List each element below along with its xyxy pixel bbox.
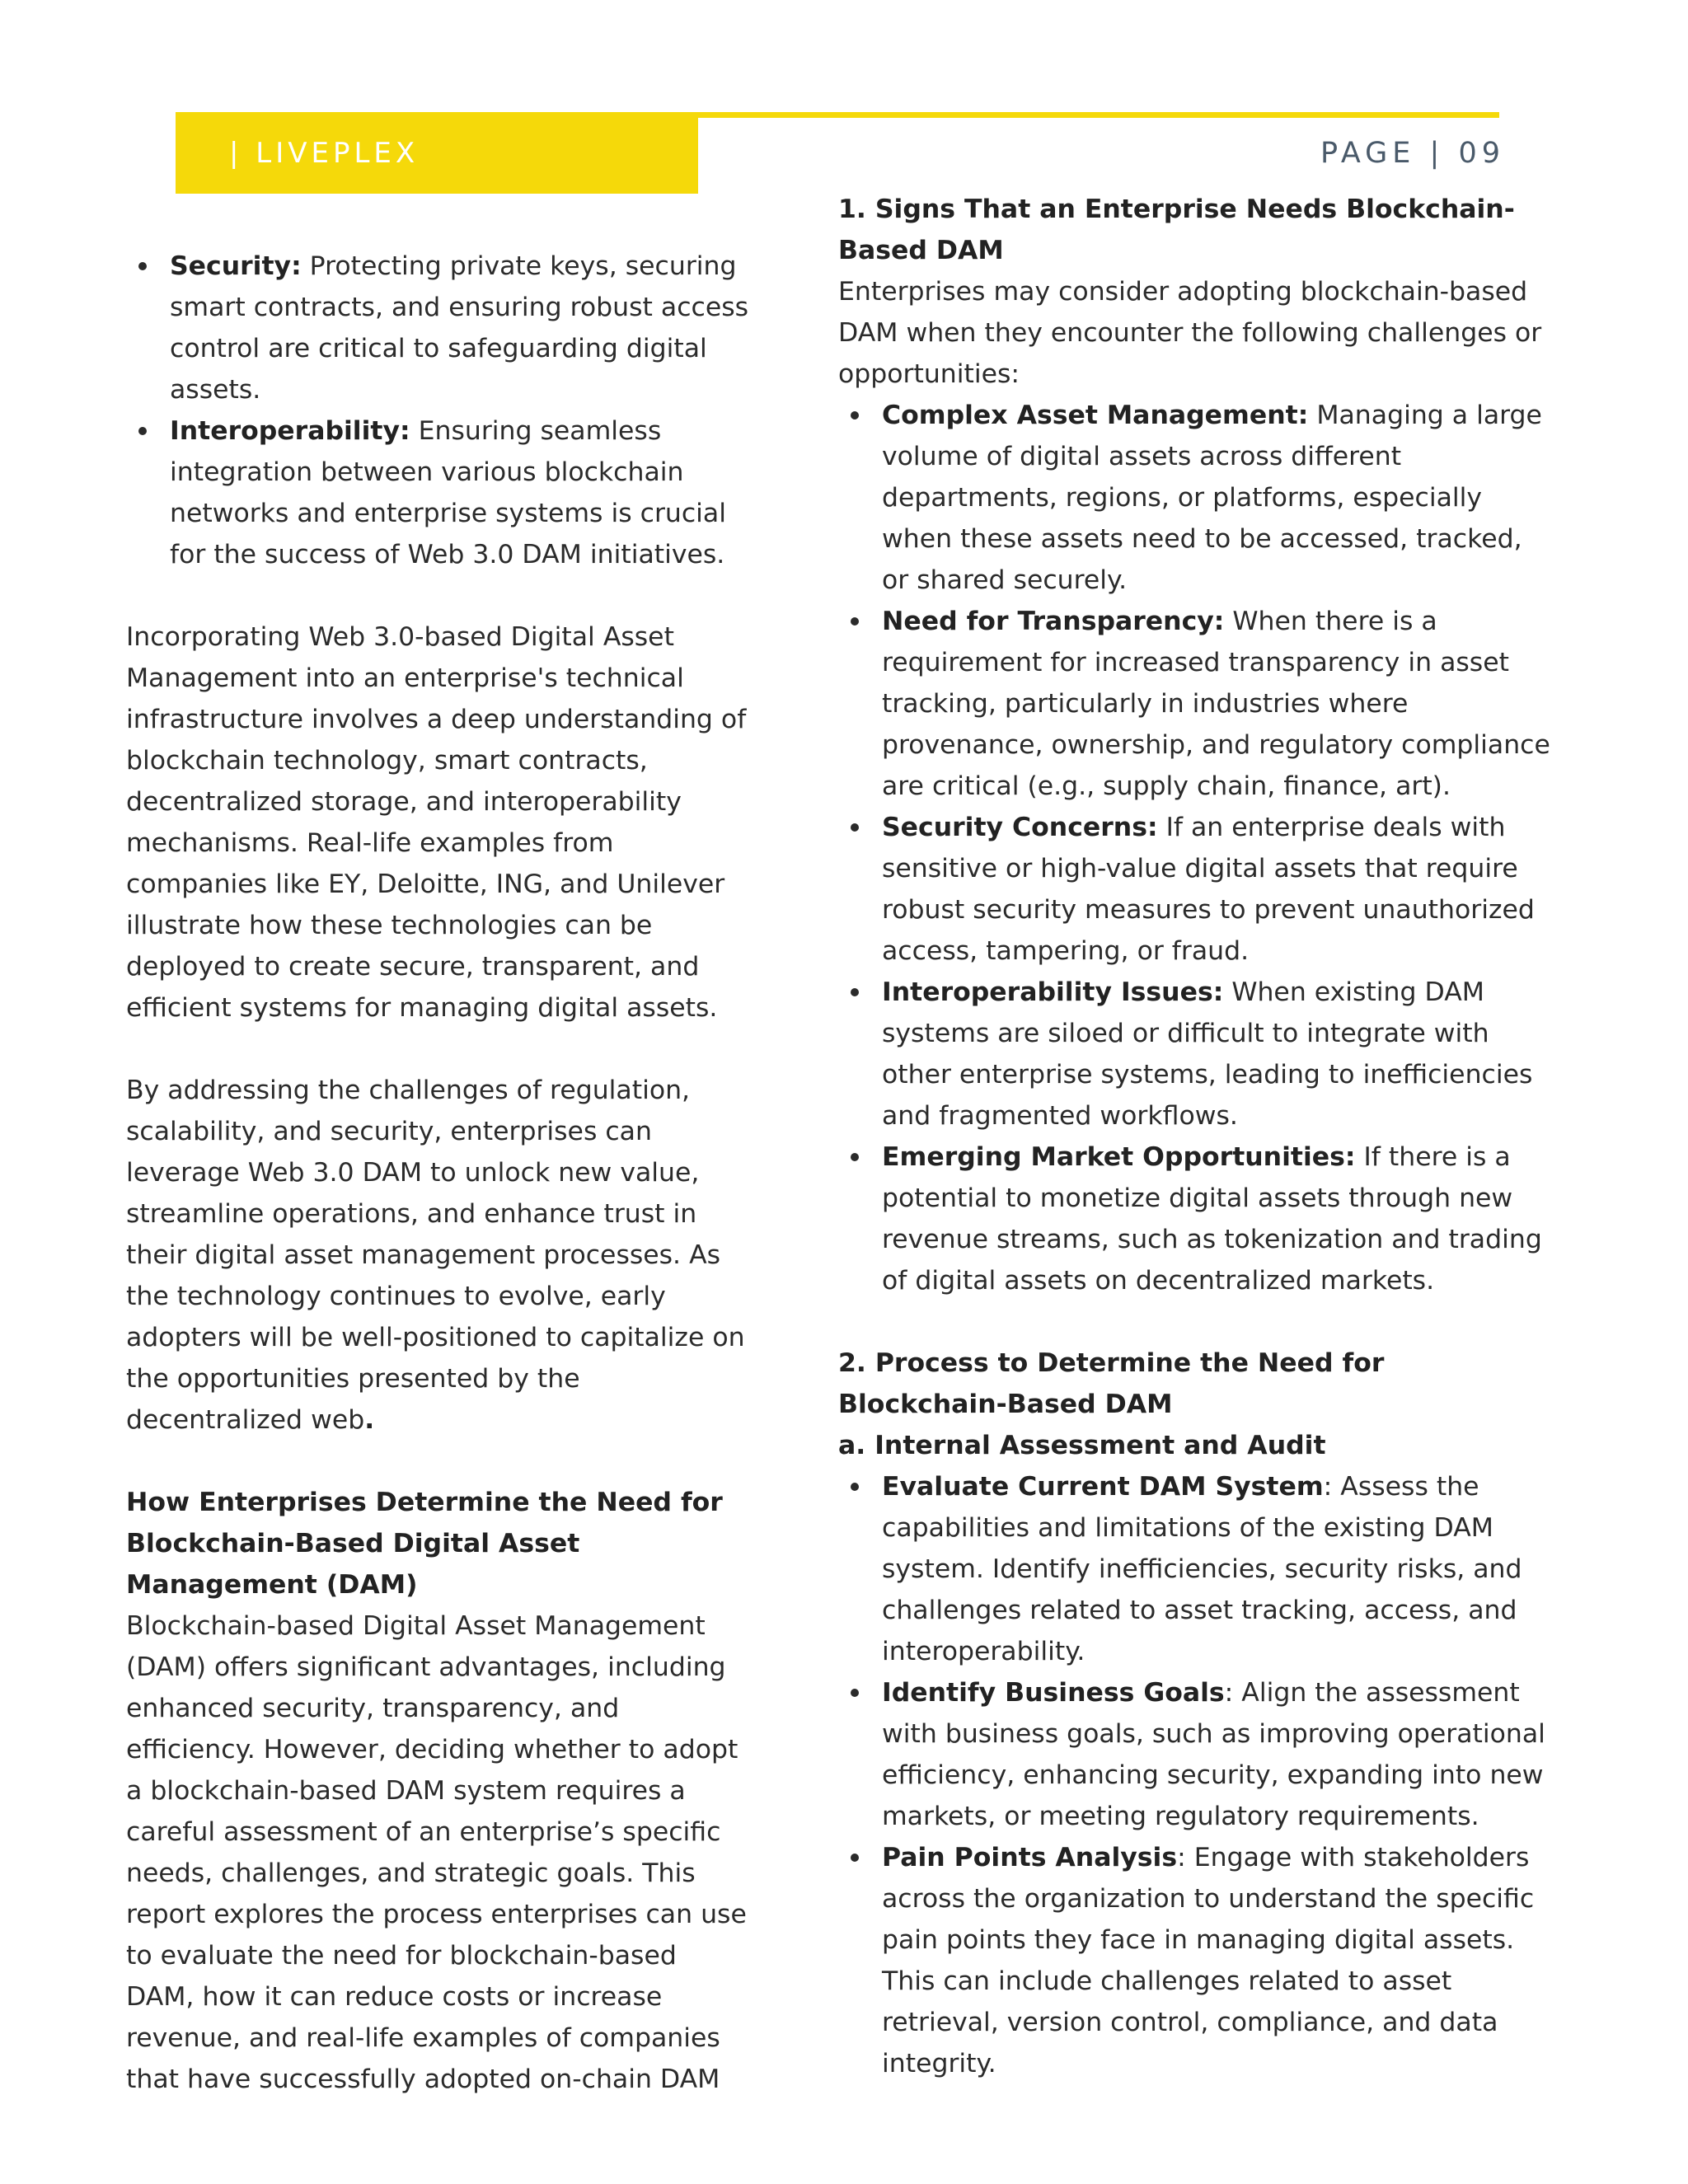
section-heading	[126, 1482, 753, 1605]
section-heading-2	[838, 1343, 1555, 1425]
item-text: Managing a large volume of digital assets across different departments, regions, or platforms, especially when these assets need to be accessed, tracked, or shared securely.	[882, 401, 1542, 595]
item-text: Ensuring seamless integration between various blockchain networks and enterprise systems is crucial for the success of Web 3.0 DAM initiatives.	[170, 416, 726, 569]
list-item	[838, 972, 1555, 1137]
list-item	[126, 246, 753, 410]
list-item	[126, 410, 753, 575]
considerations-list	[126, 246, 753, 575]
list-item	[838, 395, 1555, 601]
item-title: Security:	[170, 251, 302, 281]
subsection-heading	[838, 1425, 1555, 1466]
item-text: If there is a potential to monetize digital assets through new revenue streams, such as tokenization and trading of digital assets on decentralized markets.	[882, 1142, 1542, 1296]
list-item	[838, 1466, 1555, 1672]
section-heading-text: How Enterprises Determine the Need for Blockchain-Based Digital Asset Management (DAM)	[126, 1488, 723, 1600]
signs-list	[838, 395, 1555, 1301]
list-item	[838, 1672, 1555, 1837]
list-item	[838, 1137, 1555, 1301]
item-text: When there is a requirement for increased transparency in asset tracking, particularly in industries where provenance, ownership, and regulatory compliance are critical (e.g., supply chain, finance, art).	[882, 607, 1550, 801]
right-column	[838, 189, 1555, 2084]
item-title: Identify Business Goals	[882, 1678, 1225, 1708]
paragraph-blockchain-dam: Blockchain-based Digital Asset Management (DAM) offers significant advantages, including enhanced security, transparency, and efficiency. However, deciding whether to adopt a blockchain-based DAM system requires a careful assessment of an enterprise’s specific needs, challenges, and strategic goals. This report explores the process enterprises can use to evaluate the need for blockchain-based DAM, how it can reduce costs or increase revenue, and real-life examples of companies that have successfully adopted on-chain DAM	[126, 1611, 747, 2094]
item-text: : Engage with stakeholders across the organization to understand the specific pain points they face in managing digital assets. This can include challenges related to asset retrieval, version control, compliance, and data integrity.	[882, 1843, 1535, 2079]
item-title: Security Concerns:	[882, 813, 1158, 842]
assessment-list	[838, 1466, 1555, 2084]
paragraph-text: By addressing the challenges of regulation, scalability, and security, enterprises can leverage Web 3.0 DAM to unlock new value, streamline operations, and enhance trust in their digital asset management processes. As the technology continues to evolve, early adopters will be well-positioned to capitalize on the opportunities presented by the decentralized web	[126, 1076, 745, 1435]
item-text: : Align the assessment with business goals, such as improving operational efficiency, enhancing security, expanding into new markets, or meeting regulatory requirements.	[882, 1678, 1545, 1831]
item-text: When existing DAM systems are siloed or difficult to integrate with other enterprise systems, leading to inefficiencies and fragmented workflows.	[882, 977, 1533, 1131]
item-title: Pain Points Analysis	[882, 1843, 1178, 1872]
section-intro: Enterprises may consider adopting blockchain-based DAM when they encounter the following challenges or opportunities:	[838, 277, 1542, 389]
left-column	[126, 246, 753, 2100]
paragraph-period: .	[364, 1405, 375, 1435]
list-item	[838, 1837, 1555, 2084]
paragraph-addressing	[126, 1070, 753, 1441]
item-title: Interoperability:	[170, 416, 410, 446]
list-item	[838, 601, 1555, 807]
heading-text: 2. Process to Determine the Need for Blockchain-Based DAM	[838, 1348, 1385, 1419]
item-title: Need for Transparency:	[882, 607, 1225, 636]
paragraph-incorporating: Incorporating Web 3.0-based Digital Asset Management into an enterprise's technical infrastructure involves a deep understanding of blockchain technology, smart contracts, decentralized storage, and interoperability mechanisms. Real-life examples from companies like EY, Deloitte, ING, and Unilever illustrate how these technologies can be deployed to create secure, transparent, and efficient systems for managing digital assets.	[126, 622, 747, 1023]
heading-text: 1. Signs That an Enterprise Needs Blockchain-Based DAM	[838, 194, 1515, 265]
item-title: Emerging Market Opportunities:	[882, 1142, 1356, 1172]
item-text: : Assess the capabilities and limitations of the existing DAM system. Identify inefficiencies, security risks, and challenges related to asset tracking, access, and interoperability.	[882, 1472, 1522, 1666]
subheading-text: a. Internal Assessment and Audit	[838, 1431, 1326, 1460]
item-title: Complex Asset Management:	[882, 401, 1309, 430]
list-item	[838, 807, 1555, 972]
page-number: PAGE | 09	[1320, 137, 1505, 170]
item-title: Evaluate Current DAM System	[882, 1472, 1324, 1502]
brand-name: | LIVEPLEX	[229, 137, 420, 170]
item-text: Protecting private keys, securing smart contracts, and ensuring robust access control are critical to safeguarding digital assets.	[170, 251, 749, 405]
item-title: Interoperability Issues:	[882, 977, 1224, 1007]
item-text: If an enterprise deals with sensitive or high-value digital assets that require robust security measures to prevent unauthorized access, tampering, or fraud.	[882, 813, 1535, 966]
section-heading-1	[838, 189, 1555, 271]
